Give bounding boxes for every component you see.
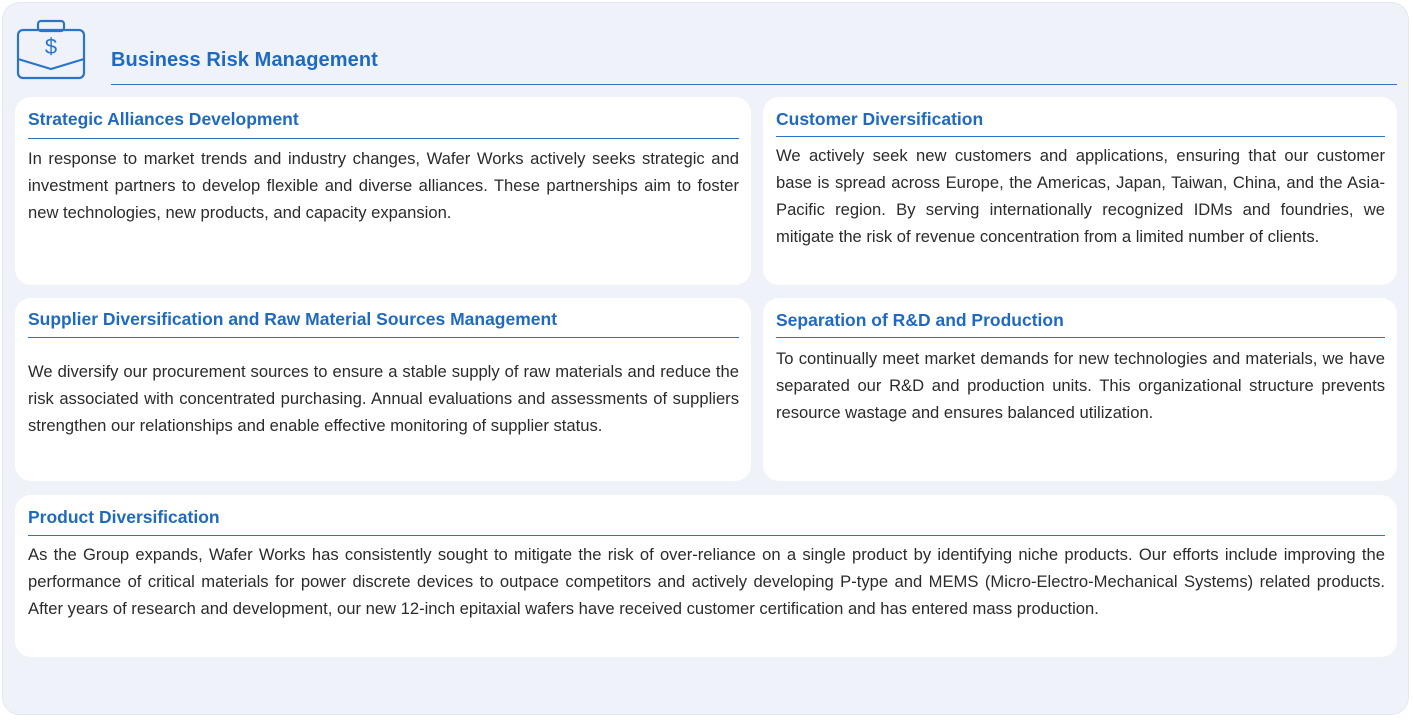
card-divider <box>28 535 1385 536</box>
card-divider <box>28 337 739 338</box>
card-title: Product Diversification <box>28 507 220 527</box>
card-rd-production-separation <box>763 298 1397 481</box>
svg-text:$: $ <box>44 34 58 59</box>
card-body: We actively seek new customers and applications, ensuring that our customer base is spread across Europe, the Americas, Japan, Taiwan, China, and the Asia-Pacific region. By serving internationally recognized IDMs and foundries, we mitigate the risk of revenue concentration from a limited number of clients. <box>776 146 1385 246</box>
card-divider <box>776 136 1385 137</box>
card-body: To continually meet market demands for new technologies and materials, we have separated our R&D and production units. This organizational structure prevents resource wastage and ensures balanced utilization. <box>776 349 1385 422</box>
card-divider <box>776 337 1385 338</box>
card-product-diversification <box>15 495 1397 657</box>
card-body: As the Group expands, Wafer Works has consistently sought to mitigate the risk of over-reliance on a single product by identifying niche products. Our efforts include improving the performance of critical materials for power discrete devices to outpace competitors and actively developing P-type and MEMS (Micro-Electro-Mechanical Systems) related products. After years of research and development, our new 12-inch epitaxial wafers have received customer certification and has entered mass production. <box>28 545 1385 618</box>
card-body: In response to market trends and industry changes, Wafer Works actively seeks strategic and investment partners to develop flexible and diverse alliances. These partnerships aim to foster new technologies, new products, and capacity expansion. <box>28 149 739 222</box>
card-customer-diversification <box>763 97 1397 285</box>
page-title: Business Risk Management <box>111 49 378 71</box>
title-divider <box>111 84 1397 85</box>
card-strategic-alliances <box>15 97 751 285</box>
card-divider <box>28 138 739 139</box>
card-supplier-diversification <box>15 298 751 481</box>
card-title: Separation of R&D and Production <box>776 310 1064 330</box>
page-header <box>3 3 1408 87</box>
page-panel <box>2 2 1409 715</box>
card-body: We diversify our procurement sources to ensure a stable supply of raw materials and reduce the risk associated with concentrated purchasing. Annual evaluations and assessments of suppliers strengthen our relationships and enable effective monitoring of supplier status. <box>28 362 739 435</box>
briefcase-dollar-icon <box>16 19 86 81</box>
card-title: Customer Diversification <box>776 109 984 129</box>
card-title: Supplier Diversification and Raw Material Sources Management <box>28 309 558 329</box>
card-title: Strategic Alliances Development <box>28 109 299 129</box>
